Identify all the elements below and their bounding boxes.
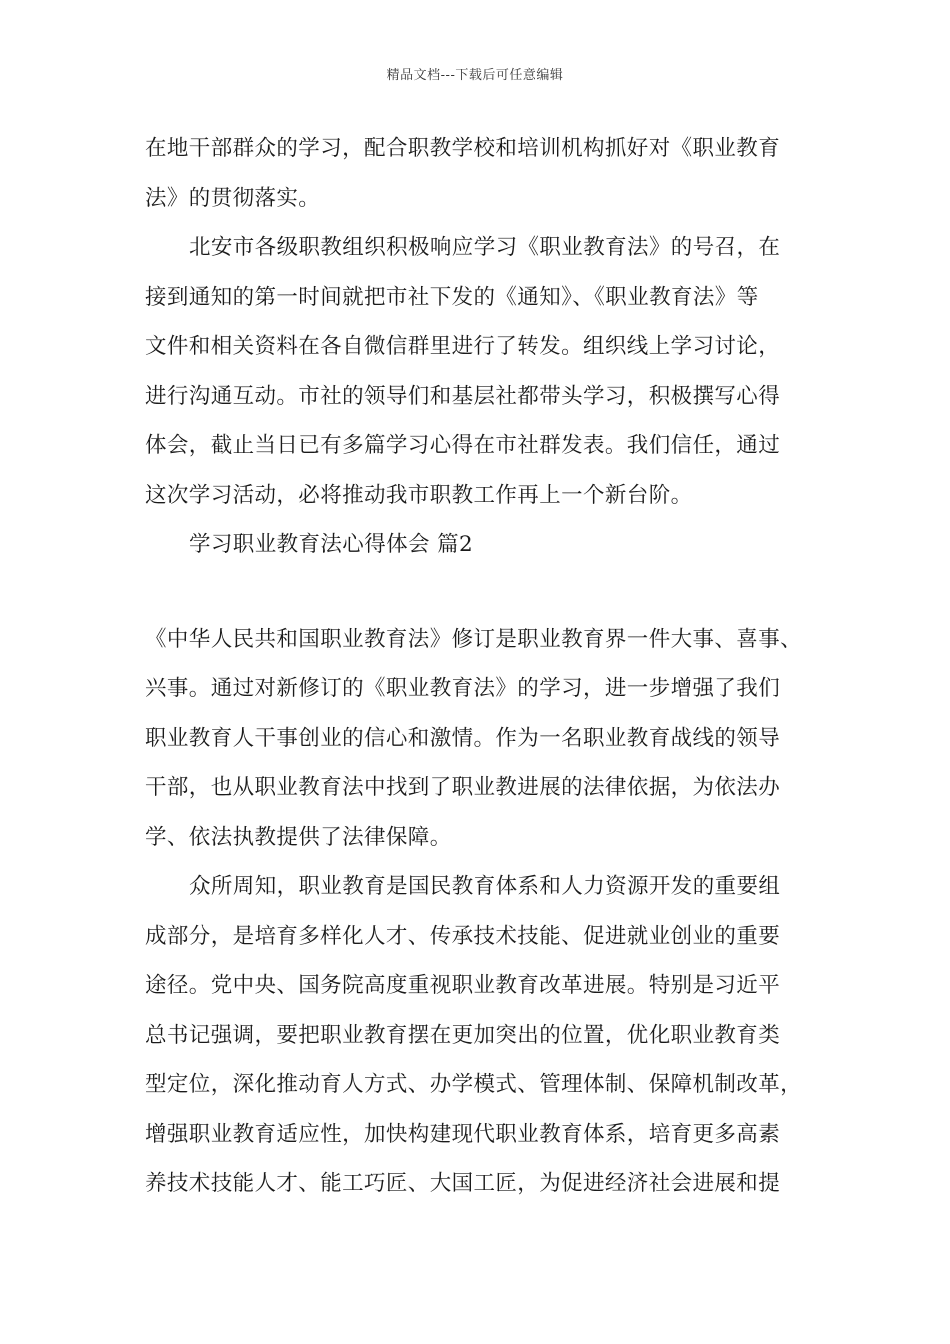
page-header: 精品文档---下载后可任意编辑 xyxy=(386,68,564,83)
text-line: 接到通知的第一时间就把市社下发的《通知》、《职业教育法》等 xyxy=(145,284,759,310)
spacer xyxy=(145,570,827,615)
paragraph-3 xyxy=(145,615,827,863)
text-line: 职业教育人干事创业的信心和激情。作为一名职业教育战线的领导 xyxy=(145,725,781,751)
text-line: 学、依法执教提供了法律保障。 xyxy=(145,824,452,850)
text-line: 文件和相关资料在各自微信群里进行了转发。组织线上学习讨论， xyxy=(145,334,781,359)
section-heading: 学习职业教育法心得体会 篇2 xyxy=(189,532,474,557)
text-line: 成部分，是培育多样化人才、传承技术技能、促进就业创业的重要 xyxy=(145,923,781,949)
text-line: 增强职业教育适应性，加快构建现代职业教育体系，培育更多高素 xyxy=(145,1121,781,1147)
text-line: 北安市各级职教组织积极响应学习《职业教育法》的号召，在 xyxy=(189,235,781,260)
document-body xyxy=(145,124,827,1209)
text-line: 在地干部群众的学习，配合职教学校和培训机构抓好对《职业教育 xyxy=(145,136,781,161)
text-line: 型定位，深化推动育人方式、办学模式、管理体制、保障机制改革， xyxy=(145,1072,803,1097)
paragraph-1 xyxy=(145,124,827,223)
text-line: 这次学习活动，必将推动我市职教工作再上一个新台阶。 xyxy=(145,482,693,508)
paragraph-4 xyxy=(145,862,827,1209)
paragraph-2 xyxy=(145,223,827,520)
text-line: 途径。党中央、国务院高度重视职业教育改革进展。特别是习近平 xyxy=(145,973,781,998)
text-line: 法》的贯彻落实。 xyxy=(145,185,321,211)
text-line: 兴事。通过对新修订的《职业教育法》的学习，进一步增强了我们 xyxy=(145,676,781,701)
text-line: 进行沟通互动。市社的领导们和基层社都带头学习，积极撰写心得 xyxy=(145,383,781,409)
text-line: 总书记强调，要把职业教育摆在更加突出的位置，优化职业教育类 xyxy=(145,1022,781,1048)
text-line: 干部，也从职业教育法中找到了职业教进展的法律依据，为依法办 xyxy=(145,775,781,800)
text-line: 《中华人民共和国职业教育法》修订是职业教育界一件大事、喜事、 xyxy=(145,626,803,652)
text-line: 养技术技能人才、能工巧匠、大国工匠，为促进经济社会进展和提 xyxy=(145,1171,781,1196)
text-line: 众所周知，职业教育是国民教育体系和人力资源开发的重要组 xyxy=(189,874,781,899)
text-line: 体会，截止当日已有多篇学习心得在市社群发表。我们信任，通过 xyxy=(145,433,781,458)
